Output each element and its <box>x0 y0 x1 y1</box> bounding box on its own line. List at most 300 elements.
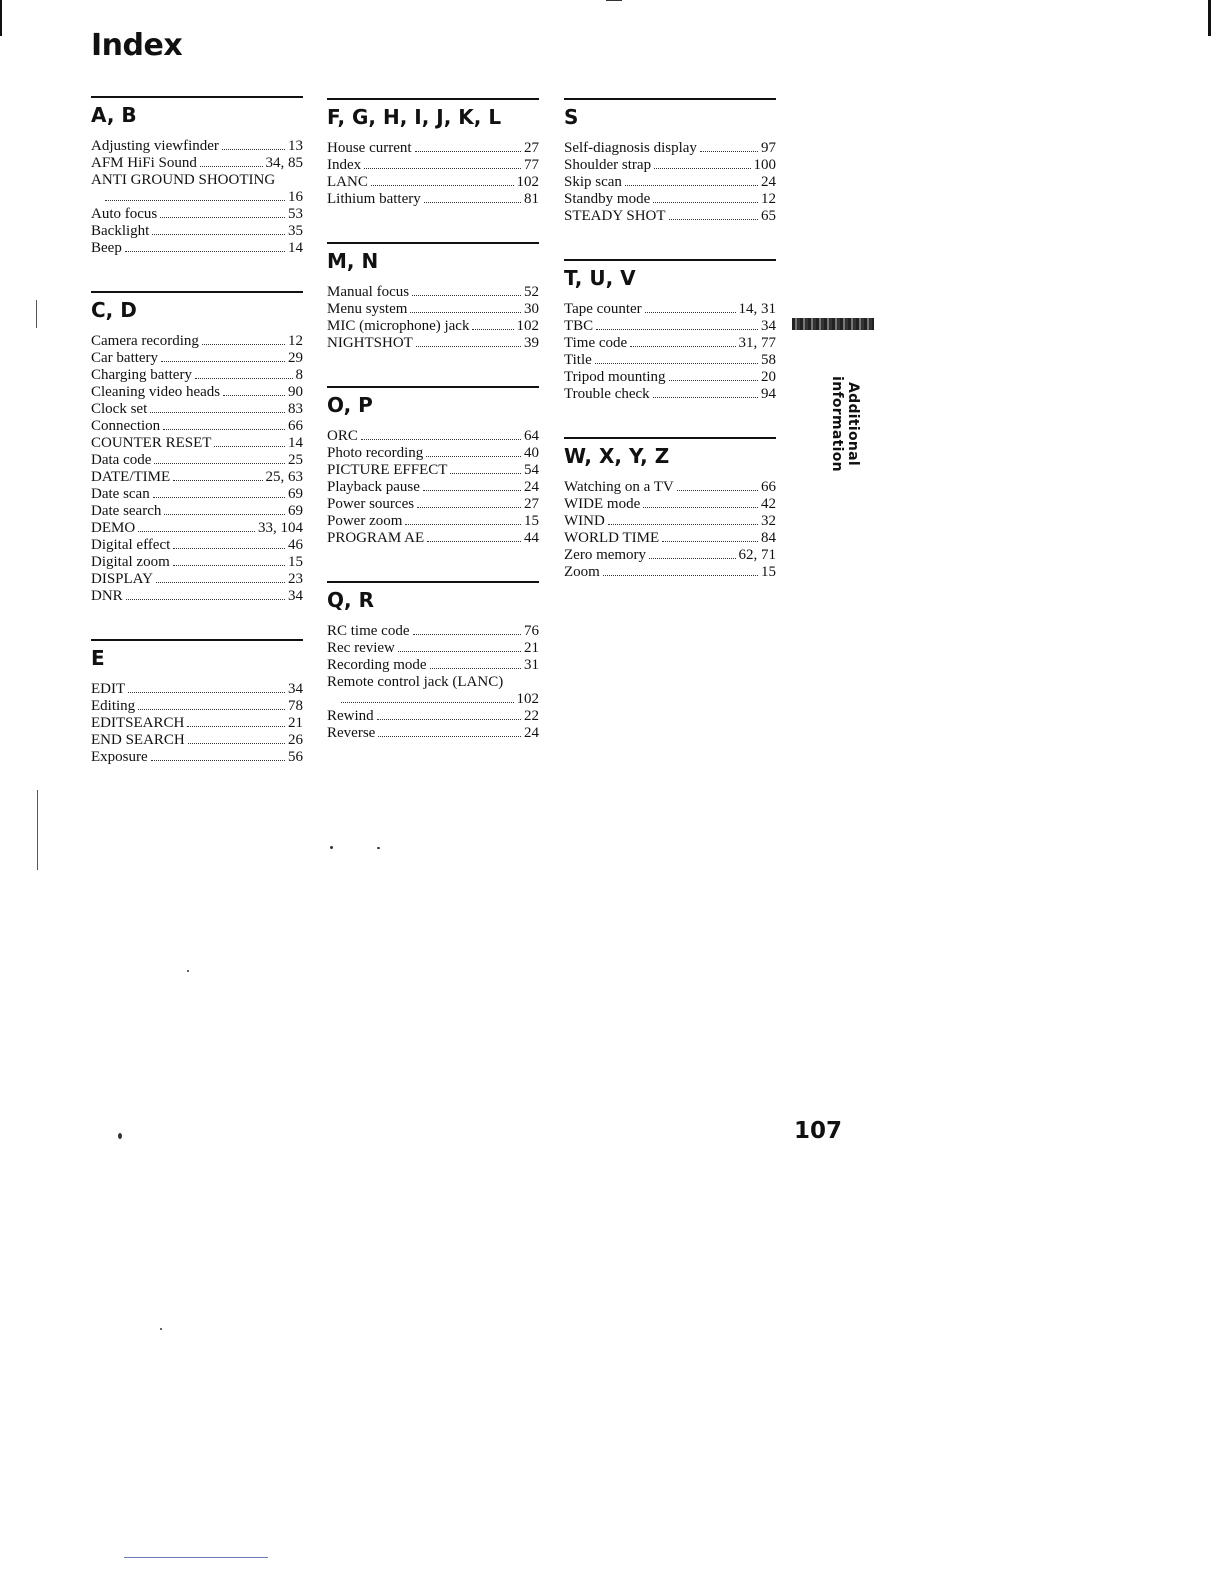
entry-page: 69 <box>288 486 303 502</box>
entry-page: 62, 71 <box>738 547 776 563</box>
entry-label: Photo recording <box>327 445 424 461</box>
scan-speck <box>160 1328 162 1330</box>
entry-label: Menu system <box>327 301 408 317</box>
dot-leader <box>200 155 263 167</box>
entry-label: DISPLAY <box>91 571 153 587</box>
entry-label: Power sources <box>327 496 415 512</box>
chapter-side-label: Additional information <box>829 376 861 472</box>
index-entry <box>91 503 303 520</box>
entry-label: Title <box>564 352 592 368</box>
index-entry <box>91 715 303 732</box>
entry-page: 31 <box>524 657 539 673</box>
entry-page: 21 <box>288 715 303 731</box>
dot-leader <box>653 191 758 203</box>
dot-leader <box>653 386 758 398</box>
entry-page: 100 <box>753 157 776 173</box>
entry-page: 15 <box>288 554 303 570</box>
index-section-o-p <box>327 386 539 547</box>
entry-page: 39 <box>524 335 539 351</box>
section-heading: O, P <box>327 393 373 417</box>
dot-leader <box>630 335 735 347</box>
index-column-1 <box>91 96 303 800</box>
entry-label: STEADY SHOT <box>564 208 666 224</box>
entry-page: 31, 77 <box>738 335 776 351</box>
index-section-e <box>91 639 303 766</box>
dot-leader <box>214 435 285 447</box>
index-entry <box>91 138 303 155</box>
dot-leader <box>371 174 514 186</box>
index-section-c-d <box>91 291 303 605</box>
entry-page: 78 <box>288 698 303 714</box>
entry-label: Watching on a TV <box>564 479 674 495</box>
entry-label: Digital effect <box>91 537 171 553</box>
entry-page: 34 <box>288 681 303 697</box>
index-entry <box>564 386 776 403</box>
index-column-3 <box>564 98 776 615</box>
entry-page: 24 <box>524 725 539 741</box>
entry-label: Index <box>327 157 362 173</box>
index-entry <box>564 335 776 352</box>
dot-leader <box>188 732 285 744</box>
dot-leader <box>378 725 521 737</box>
dot-leader <box>412 284 521 296</box>
section-rule <box>564 98 776 100</box>
entry-label: WIDE mode <box>564 496 641 512</box>
index-entry <box>564 513 776 530</box>
index-entry <box>327 513 539 530</box>
index-entry <box>91 681 303 698</box>
entry-page: 35 <box>288 223 303 239</box>
dot-leader <box>426 445 521 457</box>
dot-leader <box>125 240 285 252</box>
entry-label: WORLD TIME <box>564 530 660 546</box>
entry-page: 34 <box>761 318 776 334</box>
index-entry <box>327 496 539 513</box>
dot-leader <box>405 513 521 525</box>
dot-leader <box>202 333 285 345</box>
section-rule <box>91 639 303 641</box>
dot-leader <box>413 623 522 635</box>
index-entry <box>327 479 539 496</box>
index-entry <box>564 157 776 174</box>
crop-mark-left <box>0 0 2 36</box>
entry-page: 21 <box>524 640 539 656</box>
section-heading: S <box>564 105 579 129</box>
entry-page: 81 <box>524 191 539 207</box>
entry-label: RC time code <box>327 623 410 639</box>
entry-page: 26 <box>288 732 303 748</box>
entry-label: DATE/TIME <box>91 469 171 485</box>
dot-leader <box>128 681 285 693</box>
entry-label: Data code <box>91 452 152 468</box>
dot-leader <box>364 157 521 169</box>
bottom-rule <box>124 1557 268 1558</box>
entry-label: Remote control jack (LANC) <box>327 674 504 690</box>
dot-leader <box>150 401 285 413</box>
section-heading: C, D <box>91 298 137 322</box>
entry-label: Manual focus <box>327 284 410 300</box>
dot-leader <box>151 749 285 761</box>
dot-leader <box>649 547 735 559</box>
dot-leader <box>596 318 758 330</box>
index-entry <box>327 140 539 157</box>
dot-leader <box>424 191 521 203</box>
index-entry <box>91 401 303 418</box>
entry-label: Playback pause <box>327 479 420 495</box>
entry-label: EDIT <box>91 681 126 697</box>
index-entry <box>91 223 303 240</box>
section-heading: E <box>91 646 105 670</box>
index-entry <box>327 462 539 479</box>
entry-label: MIC (microphone) jack <box>327 318 470 334</box>
entry-label: Zero memory <box>564 547 647 563</box>
entry-page: 54 <box>524 462 539 478</box>
entry-label: COUNTER RESET <box>91 435 212 451</box>
dot-leader <box>603 564 758 576</box>
entry-page: 53 <box>288 206 303 222</box>
index-entry <box>564 208 776 225</box>
entry-label: Rewind <box>327 708 374 724</box>
entry-page: 12 <box>288 333 303 349</box>
entry-label: Connection <box>91 418 161 434</box>
scan-speck <box>330 846 333 849</box>
entry-page: 42 <box>761 496 776 512</box>
dot-leader <box>700 140 758 152</box>
entry-page: 25, 63 <box>265 469 303 485</box>
entry-page: 65 <box>761 208 776 224</box>
entry-page: 102 <box>516 691 539 707</box>
entry-label: Power zoom <box>327 513 403 529</box>
index-entry <box>327 640 539 657</box>
entry-label: ANTI GROUND SHOOTING <box>91 172 276 188</box>
index-column-2 <box>327 98 539 776</box>
entry-label: EDITSEARCH <box>91 715 185 731</box>
scan-speck <box>118 1133 122 1139</box>
index-entry <box>327 191 539 208</box>
dot-leader <box>377 708 521 720</box>
index-entry <box>564 530 776 547</box>
index-entry <box>564 174 776 191</box>
dot-leader <box>669 208 758 220</box>
entry-label: Tape counter <box>564 301 642 317</box>
entry-page: 14, 31 <box>738 301 776 317</box>
entry-page: 14 <box>288 435 303 451</box>
index-entry <box>327 708 539 725</box>
entry-page: 25 <box>288 452 303 468</box>
entry-label: Cleaning video heads <box>91 384 221 400</box>
index-entry <box>327 301 539 318</box>
dot-leader <box>164 503 285 515</box>
dot-leader <box>669 369 758 381</box>
entry-label: LANC <box>327 174 368 190</box>
entry-page: 27 <box>524 496 539 512</box>
index-entry <box>327 725 539 742</box>
entry-label: Beep <box>91 240 122 256</box>
entry-page: 24 <box>524 479 539 495</box>
section-heading: W, X, Y, Z <box>564 444 670 468</box>
entry-label: Camera recording <box>91 333 199 349</box>
entry-label: Rec review <box>327 640 395 656</box>
index-entry <box>91 367 303 384</box>
entry-label: Adjusting viewfinder <box>91 138 219 154</box>
entry-label: Editing <box>91 698 136 714</box>
index-entry <box>327 284 539 301</box>
section-rule <box>327 386 539 388</box>
entry-page: 83 <box>288 401 303 417</box>
chapter-thumb-tab <box>792 318 874 330</box>
entry-label: WIND <box>564 513 605 529</box>
entry-label: Clock set <box>91 401 148 417</box>
scan-speck <box>187 970 189 972</box>
entry-page: 52 <box>524 284 539 300</box>
dot-leader <box>423 479 521 491</box>
entry-page: 56 <box>288 749 303 765</box>
entry-page: 90 <box>288 384 303 400</box>
entry-label: ORC <box>327 428 358 444</box>
entry-page: 27 <box>524 140 539 156</box>
dot-leader <box>472 318 513 330</box>
index-entry <box>327 657 539 674</box>
dot-leader <box>430 657 521 669</box>
entry-page: 34, 85 <box>265 155 303 171</box>
section-rule <box>327 581 539 583</box>
dot-leader <box>416 335 521 347</box>
entry-page: 13 <box>288 138 303 154</box>
section-heading: A, B <box>91 103 137 127</box>
dot-leader <box>677 479 758 491</box>
entry-label: Zoom <box>564 564 600 580</box>
entry-page: 32 <box>761 513 776 529</box>
entry-page: 46 <box>288 537 303 553</box>
entry-label: Time code <box>564 335 628 351</box>
index-section-q-r <box>327 581 539 742</box>
dot-leader <box>163 418 285 430</box>
section-heading: T, U, V <box>564 266 636 290</box>
dot-leader <box>608 513 758 525</box>
page-title: Index <box>91 28 183 63</box>
index-entry <box>91 571 303 588</box>
index-entry <box>564 191 776 208</box>
dot-leader <box>105 189 285 201</box>
page-number: 107 <box>794 1118 843 1144</box>
index-entry <box>91 698 303 715</box>
entry-label: TBC <box>564 318 594 334</box>
entry-page: 66 <box>288 418 303 434</box>
entry-page: 15 <box>761 564 776 580</box>
entry-page: 97 <box>761 140 776 156</box>
entry-page: 16 <box>288 189 303 205</box>
dot-leader <box>643 496 758 508</box>
dot-leader <box>450 462 521 474</box>
index-entry <box>564 369 776 386</box>
entry-page: 69 <box>288 503 303 519</box>
dot-leader <box>410 301 521 313</box>
entry-label: DNR <box>91 588 123 604</box>
dot-leader <box>341 691 514 703</box>
index-entry <box>91 520 303 537</box>
section-rule <box>564 259 776 261</box>
entry-label: Tripod mounting <box>564 369 666 385</box>
entry-label: Self-diagnosis display <box>564 140 697 156</box>
crop-mark-right <box>1208 0 1211 36</box>
index-entry <box>91 418 303 435</box>
dot-leader <box>161 350 285 362</box>
dot-leader <box>398 640 521 652</box>
entry-page: 12 <box>761 191 776 207</box>
dot-leader <box>595 352 758 364</box>
index-entry <box>327 530 539 547</box>
crop-mark-top <box>606 0 622 1</box>
index-section-m-n <box>327 242 539 352</box>
entry-page: 24 <box>761 174 776 190</box>
index-entry <box>91 486 303 503</box>
index-entry <box>564 352 776 369</box>
index-section-a-b <box>91 96 303 257</box>
entry-page: 22 <box>524 708 539 724</box>
dot-leader <box>154 452 285 464</box>
index-entry <box>564 479 776 496</box>
entry-label: Recording mode <box>327 657 427 673</box>
entry-page: 40 <box>524 445 539 461</box>
entry-page: 58 <box>761 352 776 368</box>
entry-label: DEMO <box>91 520 136 536</box>
dot-leader <box>173 554 285 566</box>
entry-page: 84 <box>761 530 776 546</box>
dot-leader <box>156 571 285 583</box>
entry-page: 102 <box>516 318 539 334</box>
entry-label: Backlight <box>91 223 150 239</box>
section-heading: Q, R <box>327 588 374 612</box>
dot-leader <box>126 588 285 600</box>
entry-label: NIGHTSHOT <box>327 335 413 351</box>
index-entry <box>564 140 776 157</box>
index-section-w-z <box>564 437 776 581</box>
entry-label: PICTURE EFFECT <box>327 462 448 478</box>
index-section-s <box>564 98 776 225</box>
index-entry <box>91 537 303 554</box>
entry-label: Standby mode <box>564 191 651 207</box>
entry-page: 14 <box>288 240 303 256</box>
index-entry <box>91 469 303 486</box>
index-entry <box>91 172 303 206</box>
entry-label: Charging battery <box>91 367 192 383</box>
dot-leader <box>625 174 758 186</box>
index-entry <box>327 318 539 335</box>
entry-page: 20 <box>761 369 776 385</box>
index-entry <box>91 732 303 749</box>
dot-leader <box>160 206 285 218</box>
dot-leader <box>417 496 521 508</box>
index-entry <box>91 384 303 401</box>
dot-leader <box>223 384 285 396</box>
entry-page: 8 <box>295 367 303 383</box>
entry-page: 23 <box>288 571 303 587</box>
scan-mark <box>37 790 38 870</box>
index-entry <box>327 335 539 352</box>
entry-label: Trouble check <box>564 386 650 402</box>
section-rule <box>91 96 303 98</box>
entry-label: AFM HiFi Sound <box>91 155 197 171</box>
entry-label: Digital zoom <box>91 554 170 570</box>
dot-leader <box>173 469 262 481</box>
index-entry <box>564 496 776 513</box>
entry-page: 29 <box>288 350 303 366</box>
dot-leader <box>195 367 293 379</box>
entry-label: Shoulder strap <box>564 157 652 173</box>
dot-leader <box>645 301 736 313</box>
entry-page: 77 <box>524 157 539 173</box>
section-heading: M, N <box>327 249 379 273</box>
entry-page: 94 <box>761 386 776 402</box>
index-entry <box>327 674 539 708</box>
index-entry <box>564 318 776 335</box>
entry-label: Auto focus <box>91 206 158 222</box>
entry-label: Reverse <box>327 725 376 741</box>
dot-leader <box>187 715 285 727</box>
index-entry <box>327 623 539 640</box>
index-entry <box>327 445 539 462</box>
entry-label: Date search <box>91 503 162 519</box>
entry-page: 15 <box>524 513 539 529</box>
index-entry <box>564 547 776 564</box>
dot-leader <box>361 428 521 440</box>
index-entry <box>91 554 303 571</box>
section-rule <box>91 291 303 293</box>
entry-label: Skip scan <box>564 174 622 190</box>
entry-page: 76 <box>524 623 539 639</box>
entry-page: 44 <box>524 530 539 546</box>
section-heading: F, G, H, I, J, K, L <box>327 105 502 129</box>
index-section-f-l <box>327 98 539 208</box>
index-entry <box>91 749 303 766</box>
scan-speck <box>377 847 380 849</box>
dot-leader <box>415 140 521 152</box>
index-entry <box>91 350 303 367</box>
section-rule <box>327 242 539 244</box>
entry-page: 34 <box>288 588 303 604</box>
index-entry <box>564 301 776 318</box>
dot-leader <box>138 698 285 710</box>
entry-label: PROGRAM AE <box>327 530 425 546</box>
index-entry <box>564 564 776 581</box>
entry-label: END SEARCH <box>91 732 185 748</box>
index-entry <box>327 157 539 174</box>
index-entry <box>327 174 539 191</box>
entry-label: Exposure <box>91 749 148 765</box>
entry-page: 102 <box>516 174 539 190</box>
index-entry <box>91 206 303 223</box>
entry-label: Car battery <box>91 350 159 366</box>
entry-label: Lithium battery <box>327 191 421 207</box>
dot-leader <box>427 530 521 542</box>
index-section-t-u-v <box>564 259 776 403</box>
dot-leader <box>152 223 285 235</box>
dot-leader <box>222 138 285 150</box>
dot-leader <box>654 157 750 169</box>
index-entry <box>91 155 303 172</box>
entry-page: 64 <box>524 428 539 444</box>
dot-leader <box>138 520 255 532</box>
entry-label: Date scan <box>91 486 150 502</box>
entry-page: 30 <box>524 301 539 317</box>
index-entry <box>91 588 303 605</box>
entry-label: House current <box>327 140 412 156</box>
index-entry <box>91 435 303 452</box>
index-entry <box>327 428 539 445</box>
scan-mark <box>36 300 37 328</box>
entry-page: 33, 104 <box>258 520 303 536</box>
index-entry <box>91 240 303 257</box>
